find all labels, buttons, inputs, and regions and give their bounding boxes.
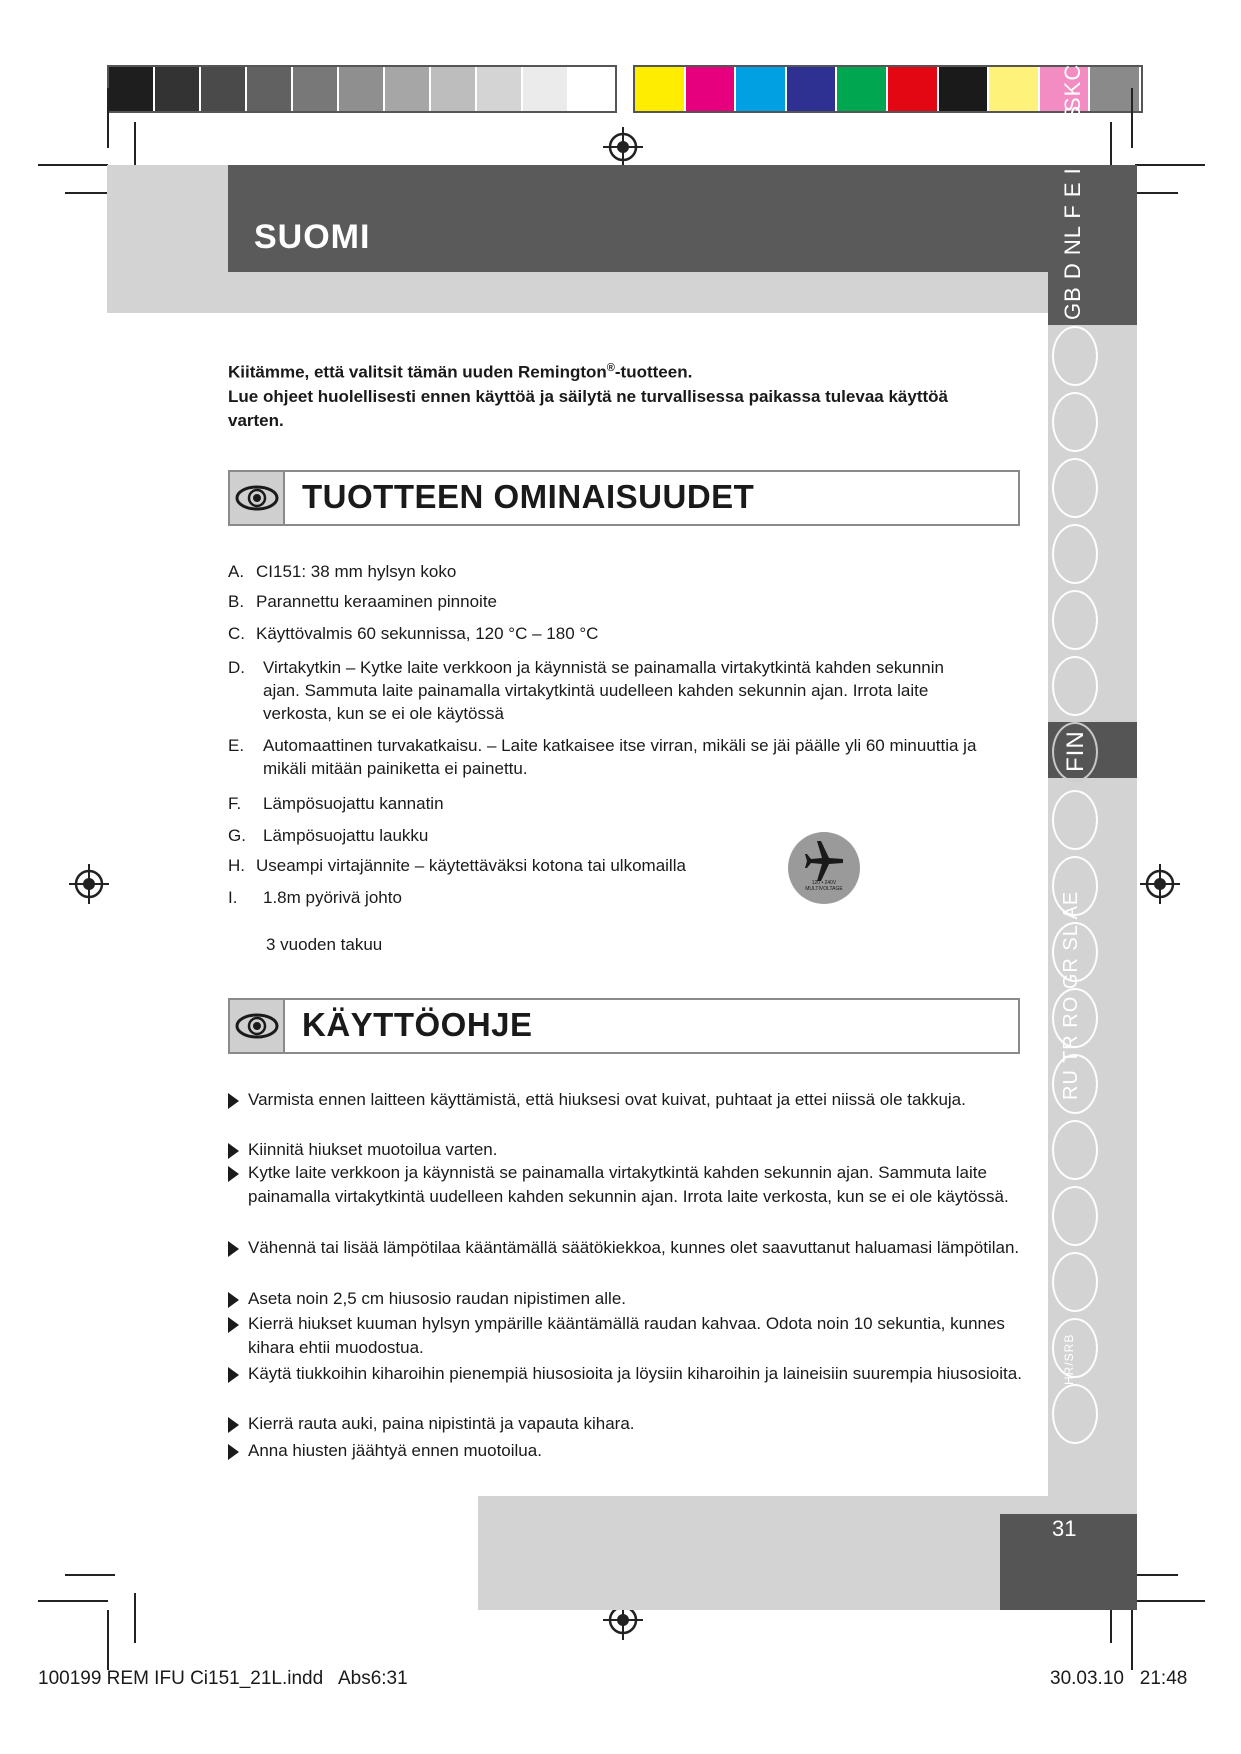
intro-text: Kiitämme, että valitsit tämän uuden Remington®-tuotteen. Lue ohjeet huolellisesti ennen käyttöä ja säilytä ne turvallisessa paikassa tulevaa käyttöä varten. — [228, 362, 948, 430]
language-tab[interactable] — [1052, 1384, 1098, 1444]
bullet-arrow-icon — [228, 1292, 239, 1308]
bullet-arrow-icon — [228, 1093, 239, 1109]
calibration-swatch — [155, 67, 199, 111]
crop-mark — [1135, 164, 1205, 166]
bullet-arrow-icon — [228, 1317, 239, 1333]
language-tab-label-top: GB D NL F E I DK S — [1060, 104, 1085, 320]
calibration-swatch — [201, 67, 245, 111]
crop-mark — [38, 164, 108, 166]
language-tab[interactable] — [1052, 1186, 1098, 1246]
crop-mark — [1131, 1610, 1133, 1670]
calibration-swatch — [888, 67, 937, 111]
eye-icon — [230, 1000, 285, 1052]
calibration-swatch — [385, 67, 429, 111]
crop-mark — [38, 1600, 108, 1602]
language-tab[interactable] — [1052, 790, 1098, 850]
registration-mark-icon — [603, 127, 643, 167]
language-tab[interactable] — [1052, 458, 1098, 518]
multivoltage-badge — [788, 832, 860, 904]
badge-text: 120 • 240V MULTIVOLTAGE — [805, 880, 843, 892]
bullet-arrow-icon — [228, 1166, 239, 1182]
footer-date-info: 30.03.10 21:48 — [1050, 1668, 1188, 1689]
instructions-heading: KÄYTTÖOHJE — [302, 1006, 533, 1043]
calibration-swatch — [109, 67, 153, 111]
calibration-swatch — [736, 67, 785, 111]
grayscale-calibration-bar — [107, 65, 617, 113]
crop-mark — [107, 88, 109, 148]
language-tab[interactable] — [1052, 1252, 1098, 1312]
bullet-arrow-icon — [228, 1444, 239, 1460]
crop-mark — [65, 1574, 115, 1576]
calibration-swatch — [247, 67, 291, 111]
page-number: 31 — [1052, 1516, 1077, 1541]
language-tab[interactable] — [1052, 590, 1098, 650]
bullet-arrow-icon — [228, 1143, 239, 1159]
features-heading-box — [228, 470, 1020, 526]
registration-mark-icon — [1140, 864, 1180, 904]
calibration-swatch — [787, 67, 836, 111]
language-tab[interactable] — [1052, 656, 1098, 716]
bullet-arrow-icon — [228, 1241, 239, 1257]
calibration-swatch — [635, 67, 684, 111]
crop-mark — [1131, 88, 1133, 148]
airplane-icon — [788, 836, 860, 886]
calibration-swatch — [523, 67, 567, 111]
language-tab-label-mid: RU TR RO GR SL AE — [1060, 890, 1082, 1100]
crop-mark — [107, 1610, 109, 1670]
warranty-text: 3 vuoden takuu — [266, 935, 383, 954]
bullet-arrow-icon — [228, 1417, 239, 1433]
language-tab-label-active: FIN — [1062, 730, 1089, 772]
calibration-swatch — [293, 67, 337, 111]
language-tab[interactable] — [1052, 524, 1098, 584]
calibration-swatch — [686, 67, 735, 111]
calibration-swatch — [939, 67, 988, 111]
features-heading: TUOTTEEN OMINAISUUDET — [302, 478, 755, 515]
crop-mark — [1135, 1600, 1205, 1602]
language-tab[interactable] — [1052, 1120, 1098, 1180]
calibration-swatch — [989, 67, 1038, 111]
calibration-swatch — [569, 67, 613, 111]
calibration-swatch — [477, 67, 521, 111]
registration-mark-icon — [69, 864, 109, 904]
language-tab-label-small: HR/SRB — [1062, 1333, 1076, 1385]
calibration-swatch — [339, 67, 383, 111]
bullet-arrow-icon — [228, 1367, 239, 1383]
calibration-swatch — [431, 67, 475, 111]
instructions-heading-box — [228, 998, 1020, 1054]
header-title: SUOMI — [254, 218, 371, 256]
language-tab[interactable] — [1052, 326, 1098, 386]
language-tab[interactable] — [1052, 392, 1098, 452]
calibration-swatch — [837, 67, 886, 111]
crop-mark — [134, 1593, 136, 1643]
language-tab-label-top-cut: SKC — [1060, 63, 1085, 112]
eye-icon — [230, 472, 285, 524]
footer-file-info: 100199 REM IFU Ci151_21L.indd Abs6:31 — [38, 1668, 408, 1689]
